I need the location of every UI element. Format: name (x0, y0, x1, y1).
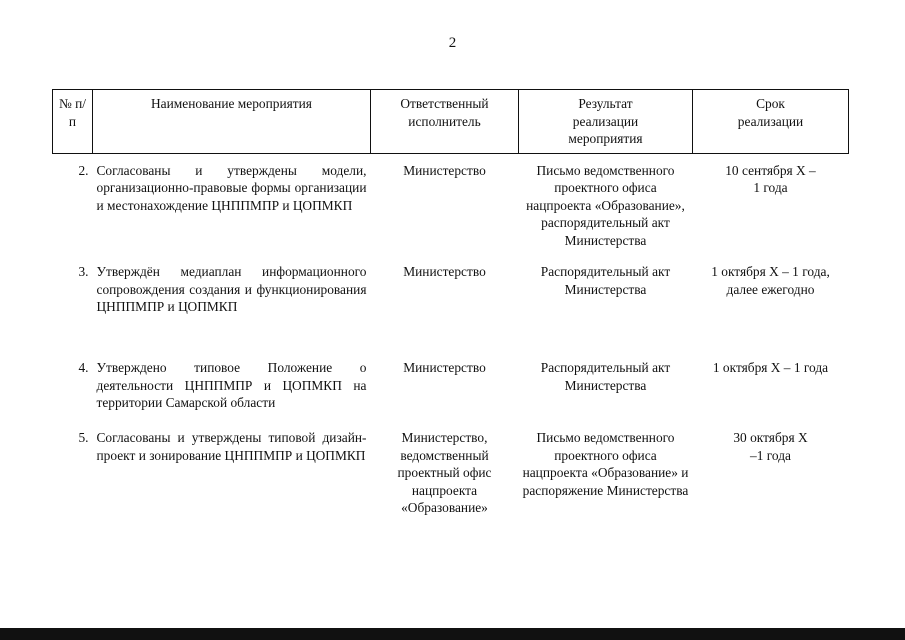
activities-table (52, 89, 849, 521)
row-result: Распорядительный акт Министерства (540, 264, 671, 297)
row-executor: Министерство (403, 162, 486, 178)
row-deadline: 10 сентября Х – 1 года (725, 162, 816, 195)
scan-edge-bar (0, 628, 905, 640)
header-name: Наименование мероприятия (93, 90, 371, 154)
row-executor: Министерство, ведомственный проектный офис нацпроекта «Образование» (397, 430, 492, 515)
row-name: Согласованы и утверждены типовой дизайн-проект и зонирование ЦНППМПР и ЦОПМКП (96, 430, 367, 463)
page-number: 2 (448, 35, 457, 51)
header-result: Результат реализации мероприятия (519, 90, 693, 154)
row-name: Согласованы и утверждены модели, организационно-правовые формы организации и местонахождение ЦНППМПР и ЦОПМКП (96, 162, 367, 213)
row-deadline: 1 октября Х – 1 года (712, 360, 829, 375)
row-deadline: 1 октября Х – 1 года, далее ежегодно (711, 264, 830, 297)
row-executor: Министерство (403, 264, 486, 279)
row-num: 5. (78, 430, 89, 445)
table-header-row (53, 90, 849, 154)
row-result: Письмо ведомственного проектного офиса нацпроекта «Образование», распорядительный акт Министерства (526, 162, 685, 248)
row-num: 3. (78, 264, 89, 279)
row-deadline: 30 октября Х –1 года (733, 430, 808, 463)
row-result: Письмо ведомственного проектного офиса нацпроекта «Образование» и распоряжение Министерства (522, 430, 689, 498)
table-row (53, 429, 849, 521)
row-num: 2. (78, 162, 89, 178)
table-row (53, 153, 849, 263)
row-num: 4. (78, 360, 89, 375)
row-name: Утверждено типовое Положение о деятельности ЦНППМПР и ЦОПМКП на территории Самарской области (96, 360, 367, 410)
table-row (53, 263, 849, 359)
header-deadline: Срок реализации (693, 90, 849, 154)
header-num: № п/п (53, 90, 93, 154)
table-row (53, 359, 849, 429)
header-executor: Ответственный исполнитель (371, 90, 519, 154)
row-result: Распорядительный акт Министерства (540, 360, 671, 393)
row-executor: Министерство (403, 360, 486, 375)
row-name: Утверждён медиаплан информационного сопровождения создания и функционирования ЦНППМПР и ЦОПМКП (96, 264, 367, 314)
